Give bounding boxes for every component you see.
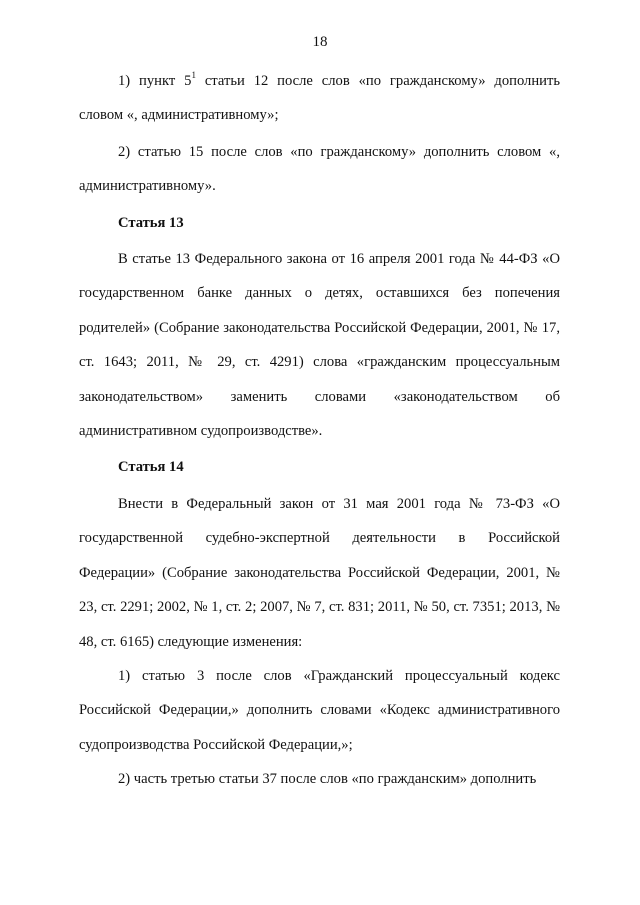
paragraph-1 <box>79 64 560 133</box>
paragraph-3: В статье 13 Федерального закона от 16 апреля 2001 года № 44-ФЗ «О государственном банке данных о детях, оставшихся без попечения родителей» (Собрание законодательства Российской Федерации, 2001, № 17, ст. 1643; 2011, № 29, ст. 4291) слова «гражданским процессуальным законодательством» заменить словами «законодательством об административном судопроизводстве». <box>79 251 560 440</box>
paragraph-2: 2) статью 15 после слов «по гражданскому» дополнить словом «, административному». <box>79 143 560 195</box>
paragraph-4: Внести в Федеральный закон от 31 мая 2001 года № 73-ФЗ «О государственной судебно-экспертной деятельности в Российской Федерации» (Собрание законодательства Российской Федерации, 2001, № 23, ст. 2291; 2002, № 1, ст. 2; 2007, № 7, ст. 831; 2011, № 50, ст. 7351; 2013, № 48, ст. 6165) следующие изменения: <box>79 495 560 650</box>
document-body <box>79 64 560 797</box>
article-14-heading: Статья 14 <box>118 459 184 476</box>
paragraph-1-start: 1) пункт 5 <box>118 73 192 89</box>
paragraph-6: 2) часть третью статьи 37 после слов «по гражданским» дополнить <box>118 771 537 788</box>
superscript: 1 <box>191 70 196 81</box>
paragraph-1-end: статьи 12 после слов «по гражданскому» дополнить словом «, административному»; <box>79 73 560 124</box>
article-13-heading: Статья 13 <box>118 214 184 231</box>
page-number: 18 <box>312 34 328 50</box>
paragraph-5: 1) статью 3 после слов «Гражданский процессуальный кодекс Российской Федерации,» дополнить словами «Кодекс административного судопроизводства Российской Федерации,»; <box>79 667 560 753</box>
